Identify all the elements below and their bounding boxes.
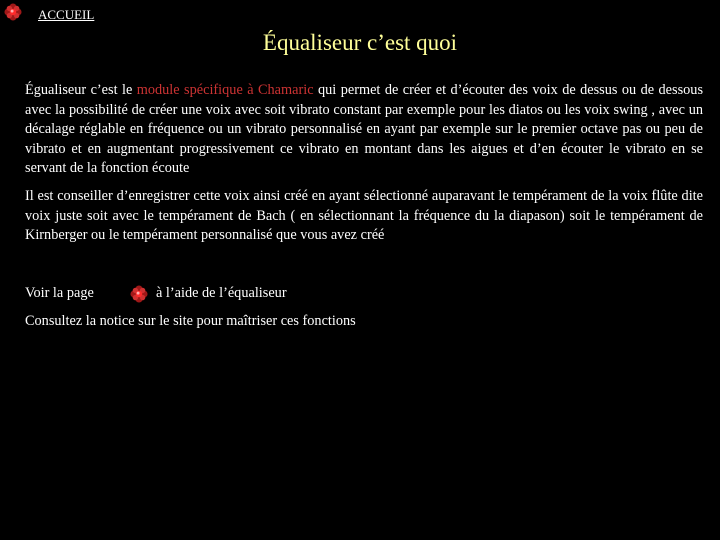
intro-text-rest: qui permet de créer et d’écouter des voix de dessus ou de dessous avec la possibilité de créer une voix avec soit vibrato constant par exemple pour les diatos ou les voix swing , avec un décalage réglable en fréquence ou un vibrato personnalisé en ayant par exemple sur le premier octave pas ou peu de vibrato et en augmentant progressivement ce vibrato en montant dans les aigues et d’en écouter le vibrato en se servant de la fonction écoute bbox=[25, 82, 704, 176]
highlighted-phrase: module spécifique à Chamaric bbox=[136, 82, 314, 98]
recommendation-paragraph: Il est conseiller d’enregistrer cette voix ainsi créé en ayant sélectionné auparavant le tempérament de la voix flûte dite voix juste soit avec le tempérament de Bach ( en sélectionnant la fréquence du la diapason) soit le tempérament de Kirnberger ou le tempérament personnalisé que vous avez créé bbox=[25, 188, 703, 243]
intro-text-start: Égualiseur c’est le bbox=[25, 82, 137, 98]
home-link[interactable]: ACCUEIL bbox=[38, 7, 95, 22]
see-page-label: Voir la page bbox=[25, 285, 94, 301]
red-flower-icon[interactable] bbox=[4, 3, 22, 21]
intro-paragraph bbox=[25, 81, 703, 179]
notice-text: Consultez la notice sur le site pour maîtriser ces fonctions bbox=[25, 313, 356, 329]
see-page-suffix: à l’aide de l’équaliseur bbox=[156, 285, 287, 301]
page-title: Équaliseur c’est quoi bbox=[262, 30, 458, 55]
red-flower-icon[interactable] bbox=[130, 285, 148, 303]
